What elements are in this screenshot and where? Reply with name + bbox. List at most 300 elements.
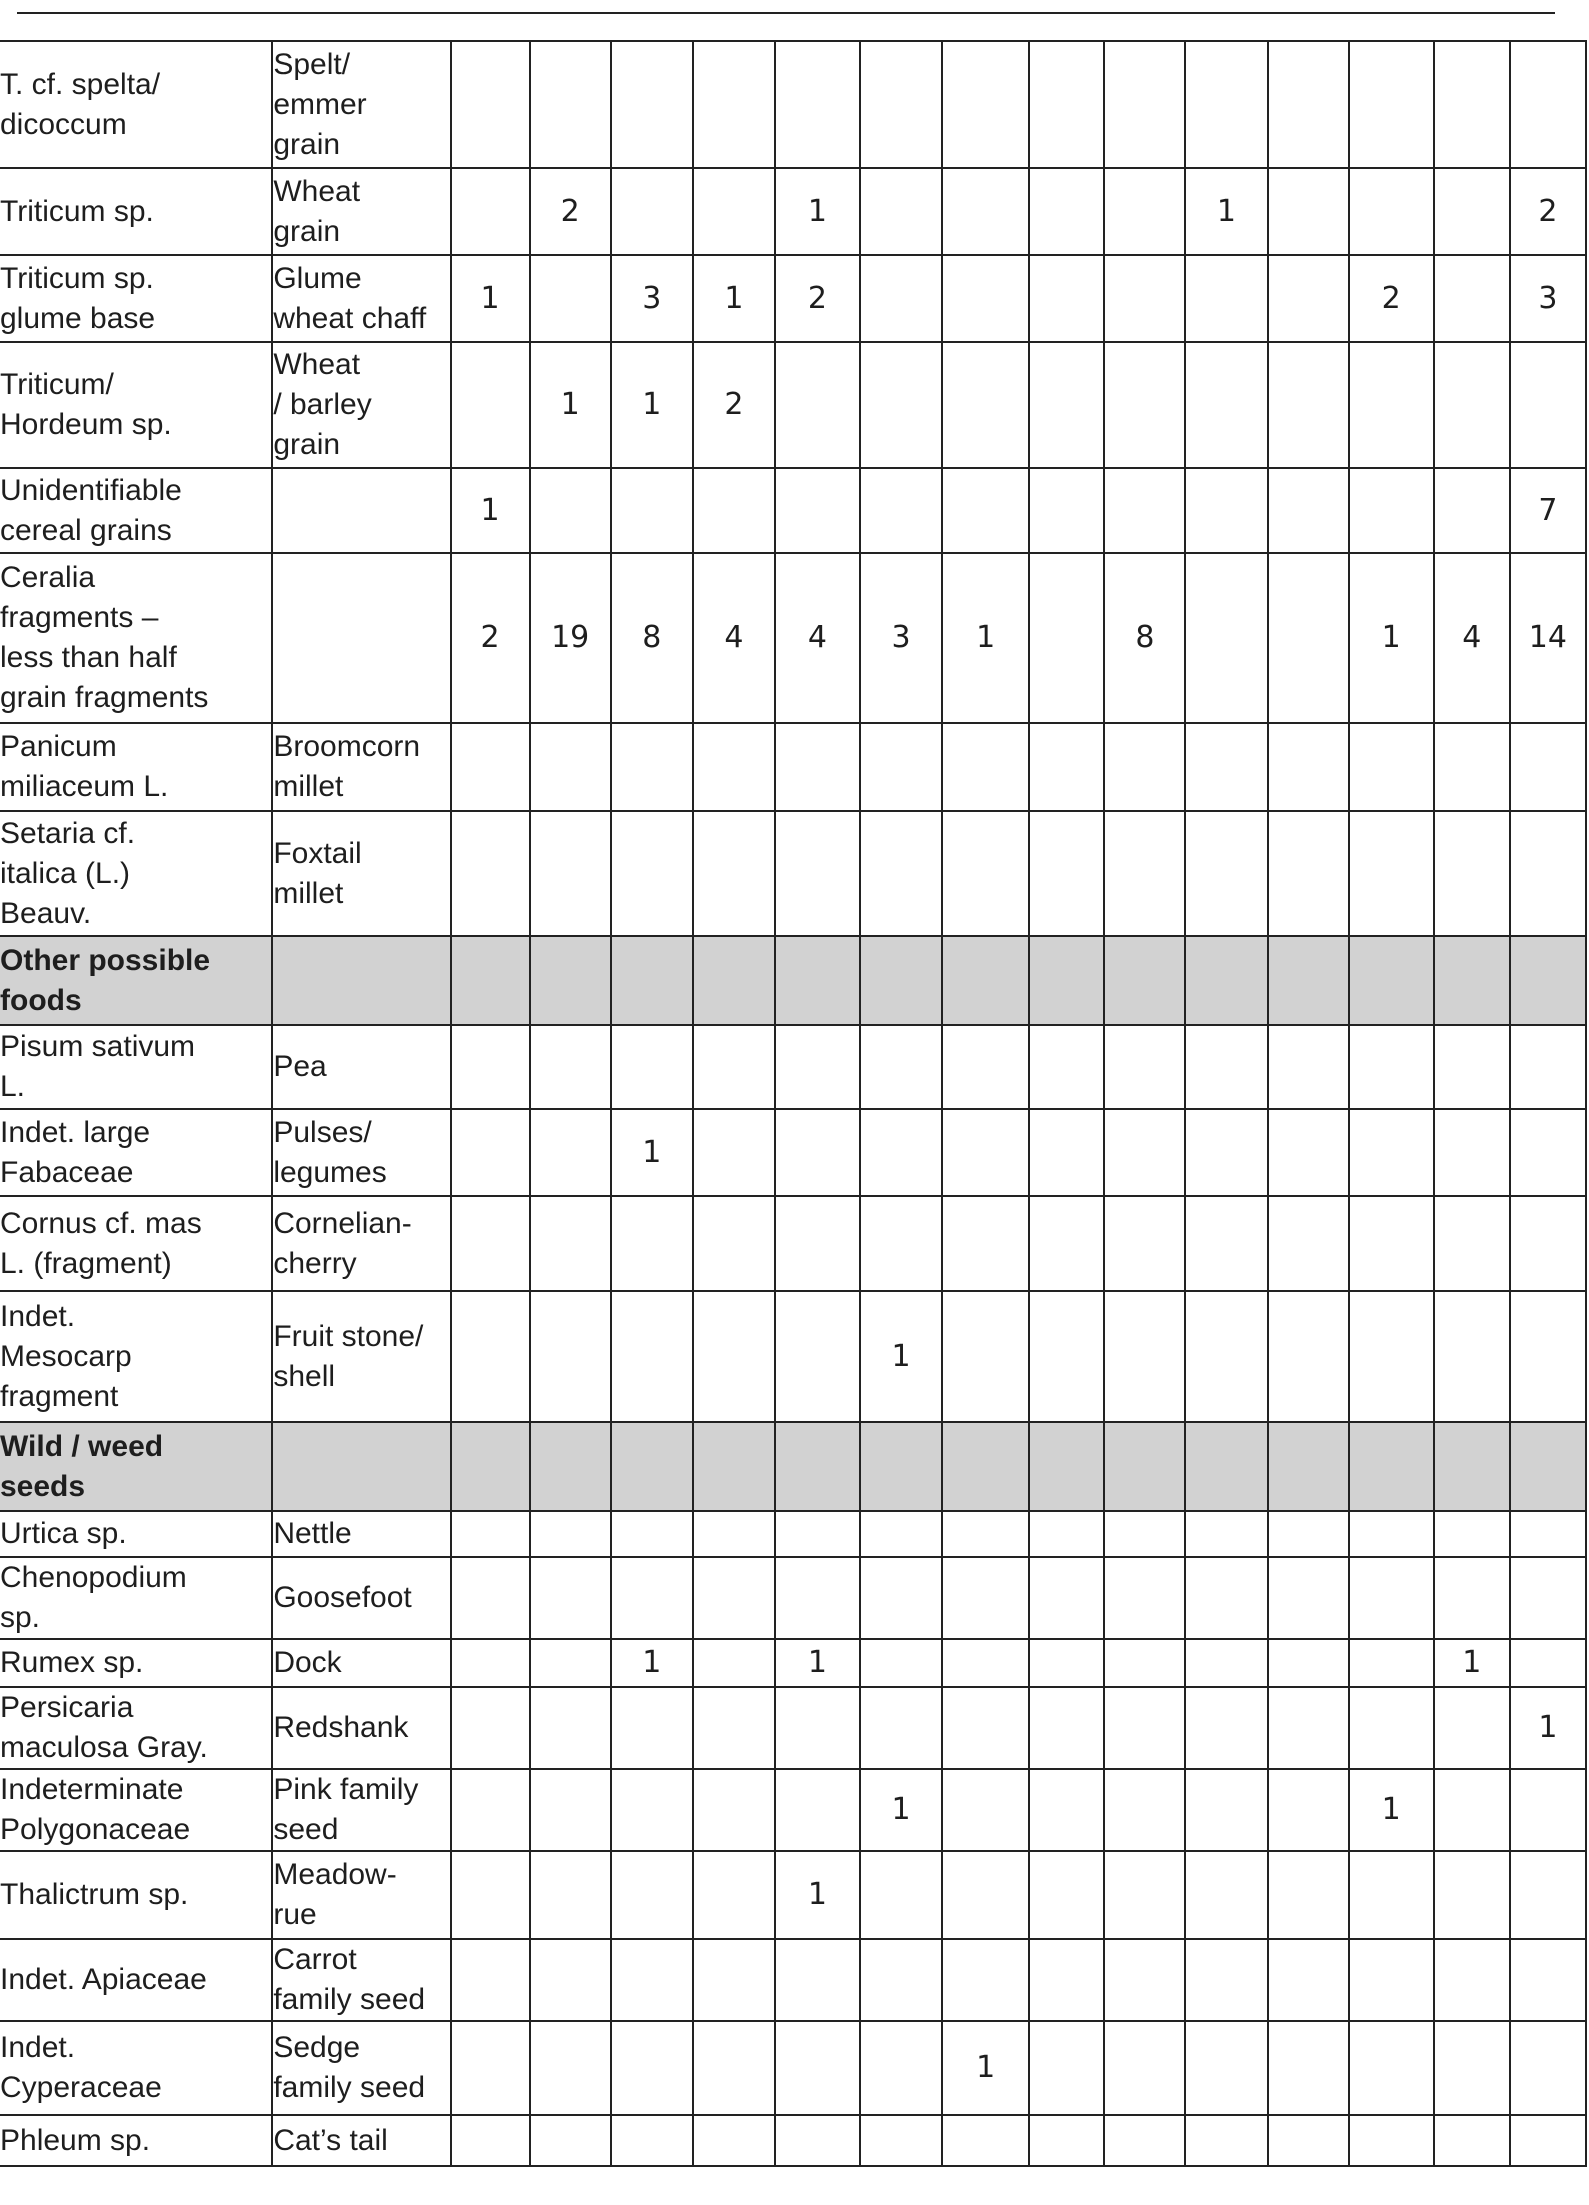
count-cell: 1 xyxy=(860,1769,942,1851)
section-empty-cell xyxy=(1434,936,1510,1025)
common-name: Sedge family seed xyxy=(272,2021,450,2115)
section-empty-cell xyxy=(530,936,611,1025)
count-cell xyxy=(942,1291,1029,1422)
count-cell xyxy=(611,468,693,553)
common-name: Pulses/ legumes xyxy=(272,1109,450,1196)
count-cell xyxy=(693,1939,775,2021)
count-cell xyxy=(693,1291,775,1422)
section-empty-cell xyxy=(611,936,693,1025)
count-cell xyxy=(451,1769,530,1851)
count-cell xyxy=(860,1109,942,1196)
section-empty-cell xyxy=(942,936,1029,1025)
count-cell xyxy=(775,1557,860,1639)
count-cell xyxy=(775,811,860,936)
count-cell xyxy=(451,1291,530,1422)
section-empty-cell xyxy=(860,1422,942,1511)
common-name: Cat’s tail xyxy=(272,2115,450,2166)
count-cell xyxy=(530,41,611,168)
count-cell xyxy=(611,1557,693,1639)
section-empty-cell xyxy=(942,1422,1029,1511)
species-name: T. cf. spelta/ dicoccum xyxy=(0,41,272,168)
count-cell xyxy=(530,2115,611,2166)
section-empty-cell xyxy=(775,1422,860,1511)
count-cell xyxy=(1104,1511,1185,1557)
section-empty-cell xyxy=(272,936,450,1025)
count-cell xyxy=(1104,2115,1185,2166)
count-cell xyxy=(1104,468,1185,553)
count-cell xyxy=(1104,1291,1185,1422)
count-cell xyxy=(1268,723,1349,811)
count-cell xyxy=(693,468,775,553)
count-cell xyxy=(1104,1109,1185,1196)
species-name: Unidentifiable cereal grains xyxy=(0,468,272,553)
count-cell xyxy=(451,1109,530,1196)
count-cell: 2 xyxy=(1349,255,1434,342)
common-name: Wheat / barley grain xyxy=(272,342,450,468)
count-cell xyxy=(1510,2115,1586,2166)
count-cell: 14 xyxy=(1510,553,1586,723)
table-row xyxy=(0,1687,1586,1769)
count-cell xyxy=(1349,1851,1434,1939)
count-cell xyxy=(1185,1109,1267,1196)
count-cell: 2 xyxy=(530,168,611,255)
count-cell xyxy=(611,1025,693,1109)
count-cell xyxy=(1104,1687,1185,1769)
common-name: Pink family seed xyxy=(272,1769,450,1851)
count-cell xyxy=(1349,1291,1434,1422)
count-cell xyxy=(530,1291,611,1422)
count-cell xyxy=(1434,723,1510,811)
count-cell xyxy=(530,255,611,342)
count-cell xyxy=(860,1687,942,1769)
count-cell xyxy=(1029,553,1104,723)
count-cell xyxy=(1510,1196,1586,1291)
count-cell xyxy=(530,1109,611,1196)
species-name: Cornus cf. mas L. (fragment) xyxy=(0,1196,272,1291)
count-cell xyxy=(1104,1025,1185,1109)
count-cell xyxy=(860,468,942,553)
count-cell xyxy=(775,1939,860,2021)
count-cell xyxy=(451,1557,530,1639)
species-name: Indet. Cyperaceae xyxy=(0,2021,272,2115)
count-cell: 8 xyxy=(611,553,693,723)
table-row xyxy=(0,1557,1586,1639)
count-cell xyxy=(1349,1025,1434,1109)
section-header-row xyxy=(0,936,1586,1025)
common-name: Dock xyxy=(272,1639,450,1687)
count-cell xyxy=(1268,1557,1349,1639)
count-cell xyxy=(860,723,942,811)
count-cell xyxy=(451,1025,530,1109)
count-cell xyxy=(942,168,1029,255)
count-cell xyxy=(1349,1939,1434,2021)
count-cell xyxy=(1185,1291,1267,1422)
count-cell xyxy=(942,1851,1029,1939)
count-cell xyxy=(860,1851,942,1939)
count-cell xyxy=(1349,1557,1434,1639)
count-cell xyxy=(775,1291,860,1422)
count-cell xyxy=(1434,41,1510,168)
count-cell xyxy=(942,1687,1029,1769)
count-cell xyxy=(451,1687,530,1769)
section-empty-cell xyxy=(1268,936,1349,1025)
count-cell xyxy=(451,1639,530,1687)
section-empty-cell xyxy=(1510,1422,1586,1511)
count-cell xyxy=(451,2021,530,2115)
count-cell: 1 xyxy=(1185,168,1267,255)
count-cell xyxy=(611,2115,693,2166)
count-cell xyxy=(1029,1025,1104,1109)
count-cell xyxy=(1349,168,1434,255)
count-cell xyxy=(1029,1769,1104,1851)
count-cell xyxy=(1104,1769,1185,1851)
section-empty-cell xyxy=(530,1422,611,1511)
count-cell xyxy=(1434,1557,1510,1639)
count-cell xyxy=(530,1939,611,2021)
count-cell: 2 xyxy=(1510,168,1586,255)
count-cell xyxy=(1104,811,1185,936)
count-cell xyxy=(1510,1639,1586,1687)
species-name: Indeterminate Polygonaceae xyxy=(0,1769,272,1851)
count-cell xyxy=(1268,342,1349,468)
count-cell xyxy=(1434,811,1510,936)
count-cell xyxy=(1510,1109,1586,1196)
count-cell xyxy=(942,811,1029,936)
count-cell xyxy=(530,723,611,811)
count-cell xyxy=(530,1025,611,1109)
table-row xyxy=(0,1851,1586,1939)
section-empty-cell xyxy=(1029,1422,1104,1511)
count-cell xyxy=(693,1109,775,1196)
count-cell xyxy=(693,723,775,811)
species-name: Triticum sp. glume base xyxy=(0,255,272,342)
count-cell xyxy=(860,811,942,936)
count-cell xyxy=(693,1511,775,1557)
count-cell xyxy=(1268,168,1349,255)
count-cell xyxy=(1185,723,1267,811)
section-title: Other possible foods xyxy=(0,936,272,1025)
count-cell xyxy=(1185,468,1267,553)
count-cell: 1 xyxy=(775,168,860,255)
count-cell xyxy=(1104,1639,1185,1687)
count-cell xyxy=(1029,1557,1104,1639)
count-cell xyxy=(860,1025,942,1109)
count-cell xyxy=(1104,255,1185,342)
count-cell xyxy=(775,468,860,553)
count-cell xyxy=(1104,723,1185,811)
species-name: Urtica sp. xyxy=(0,1511,272,1557)
count-cell xyxy=(1029,41,1104,168)
count-cell xyxy=(611,1939,693,2021)
count-cell xyxy=(451,723,530,811)
count-cell xyxy=(451,1511,530,1557)
count-cell xyxy=(1029,723,1104,811)
count-cell: 4 xyxy=(775,553,860,723)
count-cell xyxy=(530,468,611,553)
count-cell xyxy=(693,1687,775,1769)
count-cell: 1 xyxy=(775,1851,860,1939)
count-cell xyxy=(942,1557,1029,1639)
count-cell xyxy=(693,1557,775,1639)
count-cell xyxy=(693,811,775,936)
plant-remains-table xyxy=(0,40,1587,2167)
count-cell xyxy=(1510,1769,1586,1851)
section-empty-cell xyxy=(1185,1422,1267,1511)
count-cell xyxy=(1104,168,1185,255)
count-cell xyxy=(1029,1939,1104,2021)
count-cell xyxy=(1268,1109,1349,1196)
count-cell xyxy=(1349,468,1434,553)
section-empty-cell xyxy=(1510,936,1586,1025)
count-cell xyxy=(1434,1851,1510,1939)
count-cell xyxy=(1029,1851,1104,1939)
species-name: Persicaria maculosa Gray. xyxy=(0,1687,272,1769)
count-cell: 1 xyxy=(611,1639,693,1687)
count-cell xyxy=(1185,1851,1267,1939)
count-cell xyxy=(693,168,775,255)
table-row xyxy=(0,1769,1586,1851)
table-row xyxy=(0,1291,1586,1422)
count-cell xyxy=(611,1291,693,1422)
count-cell xyxy=(1434,1687,1510,1769)
count-cell xyxy=(1185,1557,1267,1639)
count-cell: 1 xyxy=(860,1291,942,1422)
count-cell xyxy=(1434,1511,1510,1557)
common-name: Broomcorn millet xyxy=(272,723,450,811)
count-cell: 8 xyxy=(1104,553,1185,723)
count-cell xyxy=(1268,468,1349,553)
count-cell xyxy=(451,1939,530,2021)
count-cell xyxy=(451,1196,530,1291)
species-name: Ceralia fragments – less than half grain fragments xyxy=(0,553,272,723)
section-title: Wild / weed seeds xyxy=(0,1422,272,1511)
count-cell xyxy=(1029,1291,1104,1422)
count-cell xyxy=(1185,255,1267,342)
count-cell xyxy=(611,1196,693,1291)
count-cell xyxy=(942,342,1029,468)
count-cell xyxy=(860,2115,942,2166)
count-cell xyxy=(451,41,530,168)
count-cell xyxy=(1029,2021,1104,2115)
count-cell xyxy=(530,2021,611,2115)
table-row xyxy=(0,1025,1586,1109)
count-cell xyxy=(451,342,530,468)
count-cell xyxy=(1104,1196,1185,1291)
count-cell: 3 xyxy=(611,255,693,342)
count-cell xyxy=(775,1025,860,1109)
count-cell xyxy=(693,1769,775,1851)
count-cell xyxy=(451,168,530,255)
count-cell xyxy=(775,723,860,811)
count-cell xyxy=(942,41,1029,168)
count-cell xyxy=(1434,1291,1510,1422)
count-cell xyxy=(1029,1196,1104,1291)
table-row xyxy=(0,168,1586,255)
count-cell: 1 xyxy=(1349,1769,1434,1851)
species-name: Pisum sativum L. xyxy=(0,1025,272,1109)
count-cell xyxy=(860,255,942,342)
count-cell xyxy=(1185,811,1267,936)
count-cell xyxy=(611,168,693,255)
common-name: Wheat grain xyxy=(272,168,450,255)
count-cell xyxy=(1510,342,1586,468)
count-cell xyxy=(611,1851,693,1939)
count-cell xyxy=(942,2115,1029,2166)
count-cell xyxy=(1185,342,1267,468)
count-cell xyxy=(1104,1939,1185,2021)
table-row xyxy=(0,468,1586,553)
count-cell xyxy=(942,1109,1029,1196)
count-cell xyxy=(1510,1939,1586,2021)
count-cell xyxy=(1434,1025,1510,1109)
count-cell xyxy=(1434,1196,1510,1291)
section-empty-cell xyxy=(1268,1422,1349,1511)
count-cell xyxy=(860,41,942,168)
count-cell: 1 xyxy=(530,342,611,468)
count-cell xyxy=(530,1511,611,1557)
common-name: Meadow- rue xyxy=(272,1851,450,1939)
count-cell xyxy=(1510,723,1586,811)
count-cell: 1 xyxy=(1434,1639,1510,1687)
count-cell xyxy=(1029,168,1104,255)
table-row xyxy=(0,723,1586,811)
count-cell xyxy=(1349,1687,1434,1769)
common-name: Spelt/ emmer grain xyxy=(272,41,450,168)
species-name: Chenopodium sp. xyxy=(0,1557,272,1639)
count-cell: 1 xyxy=(1510,1687,1586,1769)
count-cell xyxy=(1268,1639,1349,1687)
count-cell xyxy=(1268,1291,1349,1422)
count-cell xyxy=(530,1557,611,1639)
count-cell: 3 xyxy=(1510,255,1586,342)
count-cell xyxy=(775,1109,860,1196)
count-cell xyxy=(775,1769,860,1851)
count-cell xyxy=(611,723,693,811)
table-row xyxy=(0,41,1586,168)
section-empty-cell xyxy=(1434,1422,1510,1511)
count-cell xyxy=(1185,41,1267,168)
section-empty-cell xyxy=(693,936,775,1025)
common-name: Carrot family seed xyxy=(272,1939,450,2021)
section-empty-cell xyxy=(693,1422,775,1511)
section-empty-cell xyxy=(1349,936,1434,1025)
count-cell: 1 xyxy=(451,468,530,553)
count-cell xyxy=(1434,255,1510,342)
count-cell xyxy=(775,342,860,468)
count-cell xyxy=(1104,1851,1185,1939)
common-name: Nettle xyxy=(272,1511,450,1557)
count-cell: 1 xyxy=(611,1109,693,1196)
count-cell xyxy=(1349,811,1434,936)
count-cell xyxy=(1185,1025,1267,1109)
count-cell xyxy=(611,1511,693,1557)
count-cell xyxy=(775,1511,860,1557)
table-row xyxy=(0,1939,1586,2021)
count-cell xyxy=(1185,2115,1267,2166)
species-name: Indet. large Fabaceae xyxy=(0,1109,272,1196)
common-name: Foxtail millet xyxy=(272,811,450,936)
common-name: Cornelian- cherry xyxy=(272,1196,450,1291)
count-cell xyxy=(775,2021,860,2115)
count-cell xyxy=(775,1687,860,1769)
section-header-row xyxy=(0,1422,1586,1511)
count-cell: 7 xyxy=(1510,468,1586,553)
header-rule xyxy=(17,12,1555,14)
count-cell xyxy=(1434,168,1510,255)
count-cell: 1 xyxy=(451,255,530,342)
count-cell: 4 xyxy=(1434,553,1510,723)
section-empty-cell xyxy=(1104,936,1185,1025)
count-cell xyxy=(530,1851,611,1939)
common-name: Goosefoot xyxy=(272,1557,450,1639)
count-cell xyxy=(1510,41,1586,168)
section-empty-cell xyxy=(860,936,942,1025)
count-cell xyxy=(693,2021,775,2115)
count-cell: 1 xyxy=(775,1639,860,1687)
count-cell xyxy=(693,1851,775,1939)
common-name: Glume wheat chaff xyxy=(272,255,450,342)
common-name xyxy=(272,553,450,723)
table-row xyxy=(0,342,1586,468)
count-cell xyxy=(1510,1851,1586,1939)
count-cell xyxy=(860,2021,942,2115)
common-name xyxy=(272,468,450,553)
count-cell xyxy=(1434,1939,1510,2021)
count-cell xyxy=(1434,1769,1510,1851)
species-name: Phleum sp. xyxy=(0,2115,272,2166)
table-row xyxy=(0,811,1586,936)
section-empty-cell xyxy=(1104,1422,1185,1511)
count-cell xyxy=(1185,1511,1267,1557)
count-cell xyxy=(1268,2021,1349,2115)
count-cell xyxy=(1510,1557,1586,1639)
count-cell: 1 xyxy=(942,2021,1029,2115)
count-cell xyxy=(942,468,1029,553)
count-cell xyxy=(860,1511,942,1557)
count-cell xyxy=(1510,811,1586,936)
count-cell: 1 xyxy=(693,255,775,342)
species-name: Rumex sp. xyxy=(0,1639,272,1687)
count-cell xyxy=(1268,1687,1349,1769)
count-cell xyxy=(451,811,530,936)
count-cell xyxy=(611,1769,693,1851)
count-cell xyxy=(1349,1196,1434,1291)
count-cell: 19 xyxy=(530,553,611,723)
table-row xyxy=(0,1511,1586,1557)
count-cell: 1 xyxy=(942,553,1029,723)
count-cell xyxy=(1349,2021,1434,2115)
count-cell: 1 xyxy=(1349,553,1434,723)
count-cell: 2 xyxy=(775,255,860,342)
count-cell xyxy=(1349,342,1434,468)
count-cell xyxy=(693,1025,775,1109)
section-empty-cell xyxy=(775,936,860,1025)
count-cell xyxy=(1029,1511,1104,1557)
count-cell xyxy=(1510,2021,1586,2115)
count-cell xyxy=(1104,342,1185,468)
count-cell xyxy=(860,342,942,468)
count-cell xyxy=(775,41,860,168)
count-cell xyxy=(1434,1109,1510,1196)
count-cell xyxy=(1268,41,1349,168)
section-empty-cell xyxy=(451,1422,530,1511)
count-cell xyxy=(1029,1639,1104,1687)
count-cell xyxy=(1185,1939,1267,2021)
table-row xyxy=(0,1109,1586,1196)
count-cell xyxy=(942,1196,1029,1291)
count-cell xyxy=(860,1557,942,1639)
count-cell xyxy=(1349,41,1434,168)
